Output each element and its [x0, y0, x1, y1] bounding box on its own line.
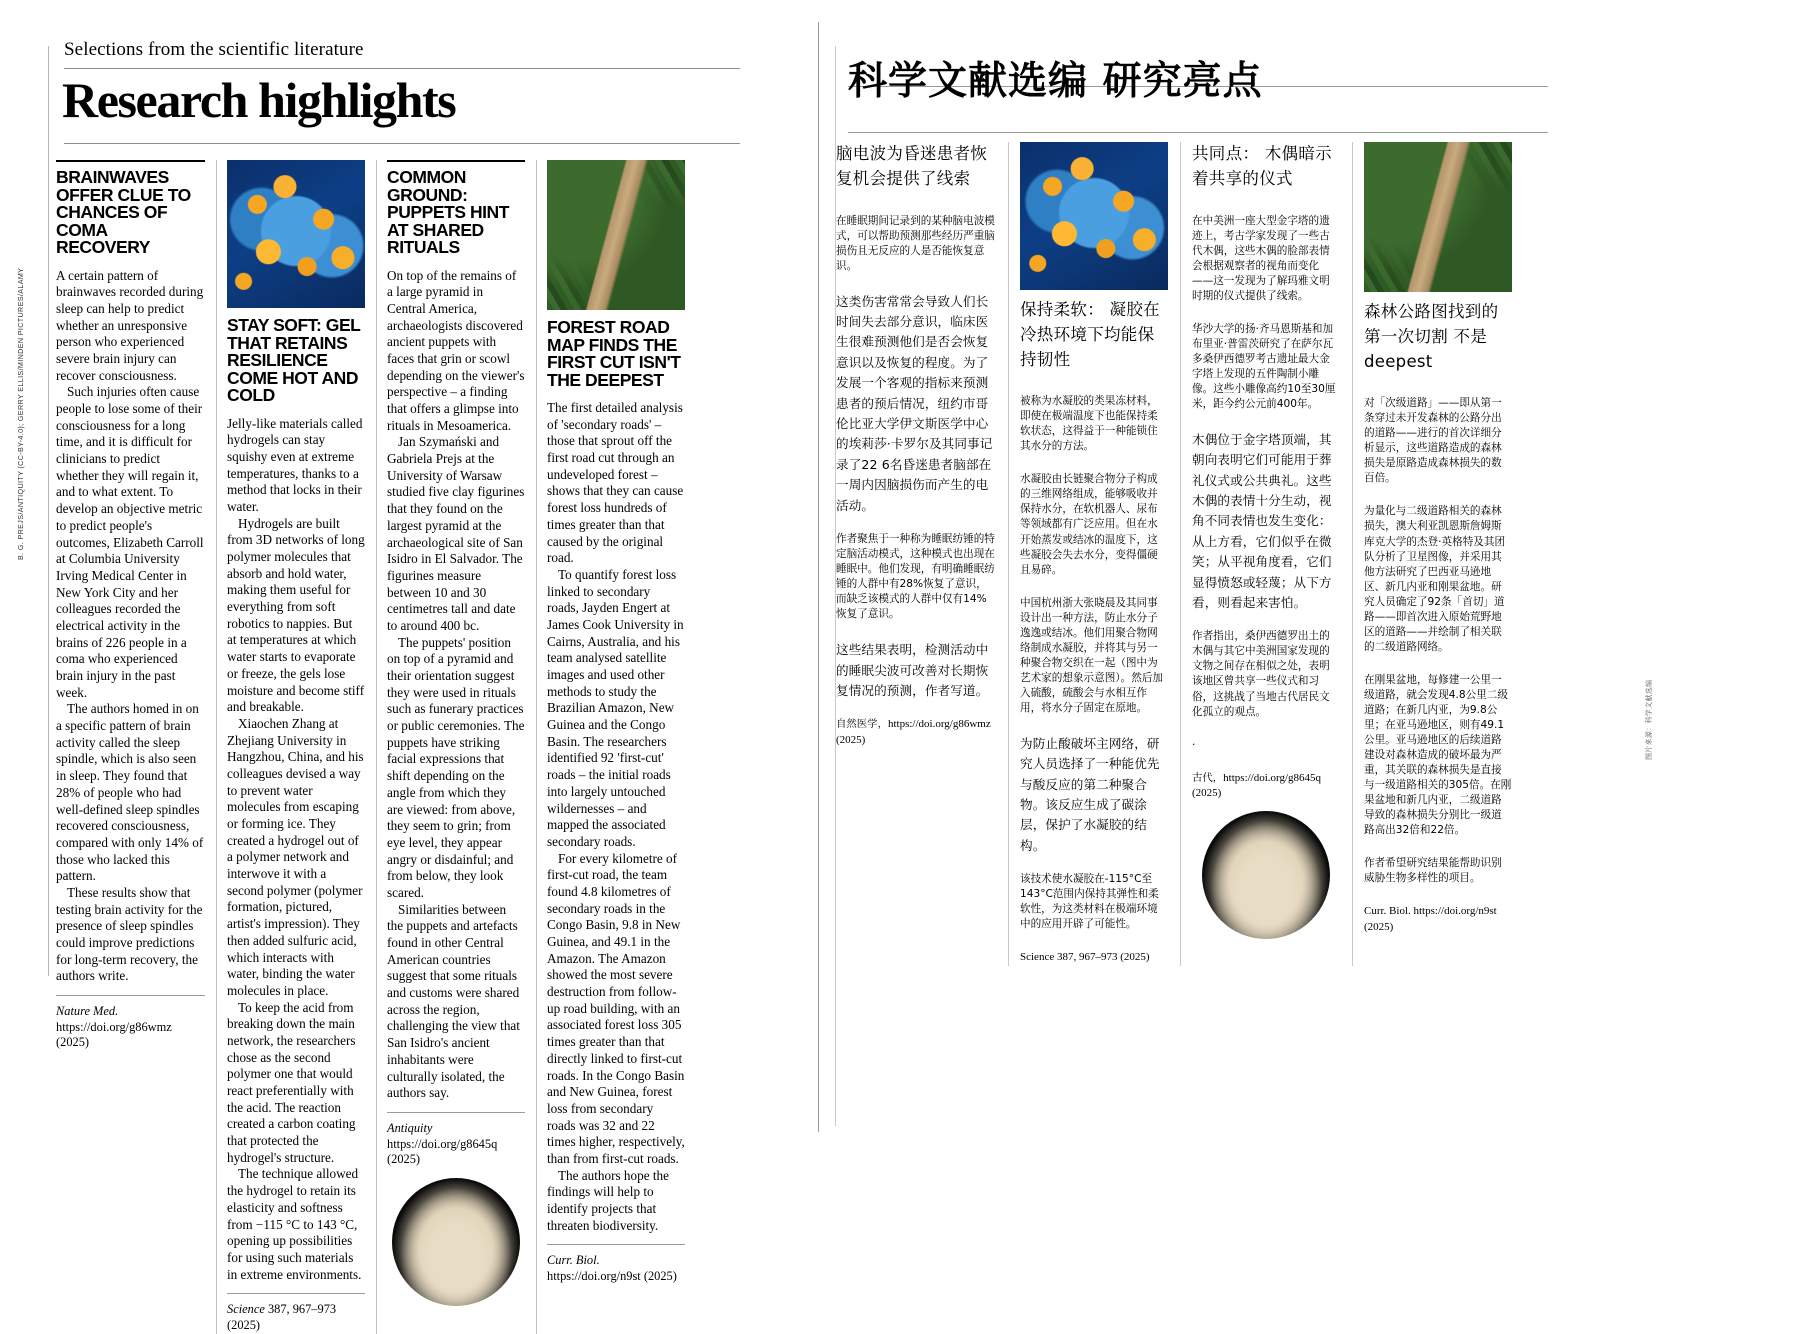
article-paragraph: For every kilometre of first-cut road, the team found 4.8 kilometres of secondary roads in the Congo Basin, 9.8 in New Guinea, and 49.1 in the Amazon. The Amazon showed the most severe destruction from follow-up road building, with an associated forest loss 305 times greater than that directly linked to first-cut roads. In the Congo Basin and New Guinea, forest loss from secondary roads was 32 and 22 times higher, respectively, than from first-cut roads.: [547, 850, 685, 1166]
zh-lead-paragraph: 在睡眠期间记录到的某种脑电波模式，可以帮助预测那些经历严重脑损伤且无反应的人是否能恢复意识。: [836, 214, 995, 272]
clay-puppet-image: [392, 1178, 520, 1306]
zh-citation-detail: https://doi.org/g8645q (2025): [1192, 771, 1322, 799]
english-page: [0, 0, 820, 1332]
zh-article-paragraph-small: 华沙大学的扬·齐马恩斯基和加布里亚·普雷茨研究了在萨尔瓦多桑伊西德罗考古遗址最大金字塔上发现的五件陶制小雕像。这些小雕像高约10至30厘米，距今约公元前400年。: [1192, 322, 1336, 410]
citation-detail: https://doi.org/n9st (2025): [547, 1269, 677, 1283]
zh-article-column-3: [1180, 142, 1352, 966]
photo-credit: B. G. PREJS/ANTIQUITY (CC-BY-4.0); GERRY ELLIS/MINDEN PICTURES/ALAMY: [16, 267, 25, 560]
zh-article-citation: [836, 717, 996, 748]
zh-article-column-1: [836, 142, 1008, 966]
article-paragraph: The technique allowed the hydrogel to retain its elasticity and softness from −115 °C to 143 °C, opening up possibilities for using such materials in extreme environments.: [227, 1166, 362, 1282]
citation-journal: Antiquity: [387, 1120, 433, 1135]
zh-article-paragraph-small: 水凝胶由长链聚合物分子构成的三维网络组成，能够吸收并保持水分，在软机器人、尿布等领域都有广泛应用。但在水开始蒸发或结冰的温度下，这些凝胶会失去水分，变得僵硬且易碎。: [1020, 473, 1158, 576]
forest-road-image: [547, 160, 685, 310]
zh-hydrogel-image: [1020, 142, 1168, 290]
zh-headline-forest-road: 森林公路图找到的第一次切割 不是 deepest: [1364, 302, 1499, 371]
zh-citation-journal: 自然医学，: [836, 718, 888, 731]
article-paragraph: The first detailed analysis of 'secondary roads' – those that sprout off the first road cut through an undeveloped forest – shows that they can cause forest loss hundreds of times greater than that caused by the original road.: [547, 400, 684, 566]
article-paragraph: To keep the acid from breaking down the main network, the researchers chose as the second polymer one that would react preferentially with the acid. The reaction created a carbon coating that protected the hydrogel's structure.: [227, 999, 356, 1165]
citation-journal: Nature Med.: [56, 1004, 119, 1019]
article-paragraph: Such injuries often cause people to lose some of their consciousness for a long time, and it is difficult for clinicians to predict whether they will regain it, and to what extent. To develop an objective metric to predict people's outcomes, Elizabeth Carroll at Columbia University Irving Medical Center in New York City and her colleagues recorded the electrical activity in the brains of 226 people in a coma who experienced brain injury in the past week.: [56, 384, 204, 700]
zh-article-paragraph-small: 在中美洲一座大型金字塔的遗迹上，考古学家发现了一些古代木偶，这些木偶的脸部表情会根据观察者的视角而变化——这一发现为了解玛雅文明时期的仪式提供了线索。: [1192, 214, 1330, 302]
article-column-3: [376, 160, 536, 1334]
article-headline-puppets: COMMON GROUND: PUPPETS HINT AT SHARED RITUALS: [387, 167, 509, 257]
zh-clay-puppet-image: [1202, 811, 1330, 939]
zh-article-paragraph-small: 该技术使水凝胶在-115°C至143°C范围内保持其弹性和柔软性，为这类材料在极端环境中的应用开辟了可能性。: [1020, 873, 1159, 931]
zh-citation-detail: Science 387, 967–973 (2025): [1020, 951, 1150, 964]
zh-photo-credit: 图片来源：科学文献选编: [1645, 679, 1653, 760]
article-headline-forest-road: FOREST ROAD MAP FINDS THE FIRST CUT ISN'T THE DEEPEST: [547, 317, 681, 390]
zh-citation-detail: https://doi.org/g86wmz (2025): [836, 718, 991, 746]
citation-detail: 387, 967–973 (2025): [227, 1302, 337, 1332]
zh-article-paragraph-small: 对「次级道路」——即从第一条穿过未开发森林的公路分出的道路——进行的首次详细分析显示，这些道路造成的森林损失是原路造成森林损失的数百倍。: [1364, 397, 1502, 485]
article-column-1: [56, 160, 216, 1334]
article-paragraph: Hydrogels are built from 3D networks of long polymer molecules that absorb and hold water, making them useful for everything from soft robotics to nappies. But at temperatures at which water starts to evaporate or freeze, the gels lose moisture and become stiff and breakable.: [227, 515, 365, 715]
zh-article-paragraph-small: 作者希望研究结果能帮助识别威胁生物多样性的项目。: [1364, 857, 1502, 885]
citation-journal: Curr. Biol.: [547, 1253, 600, 1268]
zh-article-column-4: [1352, 142, 1524, 966]
zh-article-paragraph: 木偶位于金字塔顶端，其朝向表明它们可能用于葬礼仪式或公共典礼。这些木偶的表情十分生动，视角不同表情也发生变化：从上方看，它们似乎在微笑；从平视角度看，它们显得愤怒或轻蔑；从下方看，则看起来害怕。: [1192, 431, 1332, 610]
zh-page-title: 科学文献选编 研究亮点: [848, 59, 1263, 104]
citation-journal: Science: [227, 1302, 265, 1317]
zh-article-paragraph: 这类伤害常常会导致人们长时间失去部分意识，临床医生很难预测他们是否会恢复意识以及恢复的程度。为了发展一个客观的指标来预测患者的预后情况，纽约市哥伦比亚大学伊文斯医学中心的埃莉莎·卡罗尔及其同事记录了22 6名昏迷患者脑部在一周内因脑损伤而产生的电活动。: [836, 293, 993, 513]
article-paragraph: A certain pattern of brainwaves recorded during sleep can help to predict whether an unresponsive person who experienced severe brain injury can recover consciousness.: [56, 267, 204, 383]
article-paragraph: Xiaochen Zhang at Zhejiang University in Hangzhou, China, and his colleagues devised a way to prevent water molecules from escaping or forming ice. They created a hydrogel out of a polymer network and interwove it with a second polymer (polymer formation, pictured, artist's impression). They then added sulfuric acid, which interacts with water, binding the water molecules in place.: [227, 715, 364, 998]
zh-article-closing: 这些结果表明，检测活动中的睡眠尖波可改善对长期恢复情况的预测，作者写道。: [836, 642, 989, 698]
citation-detail: https://doi.org/g86wmz (2025): [56, 1019, 172, 1050]
zh-headline-puppets: 共同点： 木偶暗示着共享的仪式: [1192, 144, 1332, 188]
article-paragraph: These results show that testing brain activity for the presence of sleep spindles could improve predictions for long-term recovery, the authors write.: [56, 884, 203, 984]
zh-article-paragraph-small: 作者聚焦于一种称为睡眠纺锤的特定脑活动模式，这种模式也出现在睡眠中。他们发现，有明确睡眠纺锤的人群中有28%恢复了意识，而缺乏该模式的人群中仅有14%恢复了意识。: [836, 532, 995, 621]
kicker-text: Selections from the scientific literature: [64, 39, 364, 60]
zh-article-citation: [1364, 904, 1512, 935]
masthead-divider: [64, 143, 740, 144]
zh-citation-journal: 古代，: [1192, 771, 1224, 784]
article-paragraph: Jelly-like materials called hydrogels can stay squishy even at extreme temperatures, thanks to a method that locks in their water.: [227, 415, 363, 514]
article-paragraph: Similarities between the puppets and artefacts found in other Central American countries suggest that some rituals and customs were shared across the region, challenging the view that San Isidro's ancient inhabitants were culturally isolated, the authors say.: [387, 901, 520, 1101]
zh-article-paragraph: 为防止酸破坏主网络，研究人员选择了一种能优先与酸反应的第二种聚合物。该反应生成了碳涂层，保护了水凝胶的结构。: [1020, 735, 1160, 853]
article-paragraph: The authors hope the findings will help to identify projects that threaten biodiversity.: [547, 1167, 669, 1233]
article-column-4: [536, 160, 696, 1334]
article-paragraph: Jan Szymański and Gabriela Prejs at the University of Warsaw studied five clay figurines that they found on the largest pyramid at the archaeological site of San Isidro in El Salvador. The figurines measure between 10 and 30 centimetres tall and date to around 400 bc.: [387, 434, 525, 633]
zh-article-paragraph-small: 被称为水凝胶的类果冻材料，即使在极端温度下也能保持柔软状态，这得益于一种能锁住其水分的方法。: [1020, 395, 1158, 453]
article-headline-brainwaves: BRAINWAVES OFFER CLUE TO CHANCES OF COMA RECOVERY: [56, 167, 191, 257]
headline-rule: [387, 160, 525, 162]
article-paragraph: The authors homed in on a specific pattern of brain activity called the sleep spindle, which is also seen in sleep. They found that 28% of people who had well-defined sleep spindles recovered consciousness, compared with only 14% of those who lacked this pattern.: [56, 701, 204, 884]
page-title: Research highlights: [62, 72, 456, 128]
zh-masthead-block: [848, 40, 1760, 136]
zh-article-paragraph-small: 为量化与二级道路相关的森林损失，澳大利亚凯恩斯詹姆斯库克大学的杰登·英格特及其团队分析了卫星图像，并采用其他方法研究了巴西亚马逊地区、新几内亚和刚果盆地。研究人员确定了92条「首切」道路——即首次进入原始荒野地区的道路——并绘制了相关联的二级道路网络。: [1364, 505, 1506, 653]
article-citation: [227, 1293, 365, 1333]
article-paragraph: To quantify forest loss linked to secondary roads, Jayden Engert at James Cook University in Cairns, Australia, and his team analysed satellite images and used other methods to study the Brazilian Amazon, New Guinea and the Congo Basin. The researchers identified 92 'first-cut' roads – the initial roads into largely untouched wildernesses – and mapped the associated secondary roads.: [547, 566, 684, 849]
hydrogel-image: [227, 160, 365, 308]
zh-article-paragraph-small: 作者指出，桑伊西德罗出土的木偶与其它中美洲国家发现的文物之间存在相似之处，表明该地区曾共享一些仪式和习俗，这挑战了当地古代居民文化孤立的观点。: [1192, 630, 1330, 718]
zh-article-paragraph-small: ·: [1192, 738, 1196, 751]
article-citation: [56, 995, 205, 1051]
headline-rule: [56, 160, 205, 162]
chinese-page: [820, 0, 1800, 1150]
kicker-divider: [64, 68, 740, 69]
zh-article-citation: [1192, 771, 1340, 802]
article-citation: [547, 1244, 685, 1284]
article-citation: [387, 1112, 525, 1168]
article-headline-hydrogel: STAY SOFT: GEL THAT RETAINS RESILIENCE COME HOT AND COLD: [227, 315, 361, 405]
zh-headline-brainwaves: 脑电波为昏迷患者恢复机会提供了线索: [836, 144, 988, 188]
zh-article-paragraph-small: 在刚果盆地，每修建一公里一级道路，就会发现4.8公里二级道路；在新几内亚，为9.8公里；在亚马逊地区，则有49.1公里。亚马逊地区的后续道路建设对森林造成的破坏最为严重，其关联的森林损失是直接与一级道路相关的305倍。在刚果盆地和新几内亚，二级道路导致的森林损失分别比一级道路高出32倍和22倍。: [1364, 673, 1512, 837]
zh-headline-hydrogel: 保持柔软： 凝胶在冷热环境下均能保持韧性: [1020, 300, 1160, 369]
article-columns: [56, 160, 792, 1334]
zh-forest-road-image: [1364, 142, 1512, 292]
article-paragraph: The puppets' position on top of a pyramid and their orientation suggest they were used in rituals such as funerary practices or public ceremonies. The puppets have striking facial expressions that shift depending on the angle from which they are viewed: from above, they seem to grin; from eye level, they appear angry or disdainful; and from below, they look scared.: [387, 634, 525, 900]
citation-detail: https://doi.org/g8645q (2025): [387, 1136, 498, 1167]
zh-citation-detail: Curr. Biol. https://doi.org/n9st (2025): [1364, 905, 1497, 933]
zh-article-citation: [1020, 950, 1168, 965]
article-paragraph: On top of the remains of a large pyramid in Central America, archaeologists discovered ancient puppets with faces that grin or scowl depending on the viewer's perspective – a finding that offers a glimpse into rituals in Mesoamerica.: [387, 267, 525, 433]
zh-masthead-rule-bottom: [848, 132, 1548, 133]
zh-article-column-2: [1008, 142, 1180, 966]
zh-article-columns: [836, 142, 1760, 966]
zh-article-paragraph-small: 中国杭州浙大张晓晨及其同事设计出一种方法，防止水分子逸逸或结冰。他们用聚合物网络制成水凝胶，并将其与另一种聚合物交织在一起（图中为艺术家的想象示意图）。然后加入硫酸，硫酸会与水相互作用，将水分子固定在原地。: [1020, 596, 1164, 714]
article-column-2: [216, 160, 376, 1334]
